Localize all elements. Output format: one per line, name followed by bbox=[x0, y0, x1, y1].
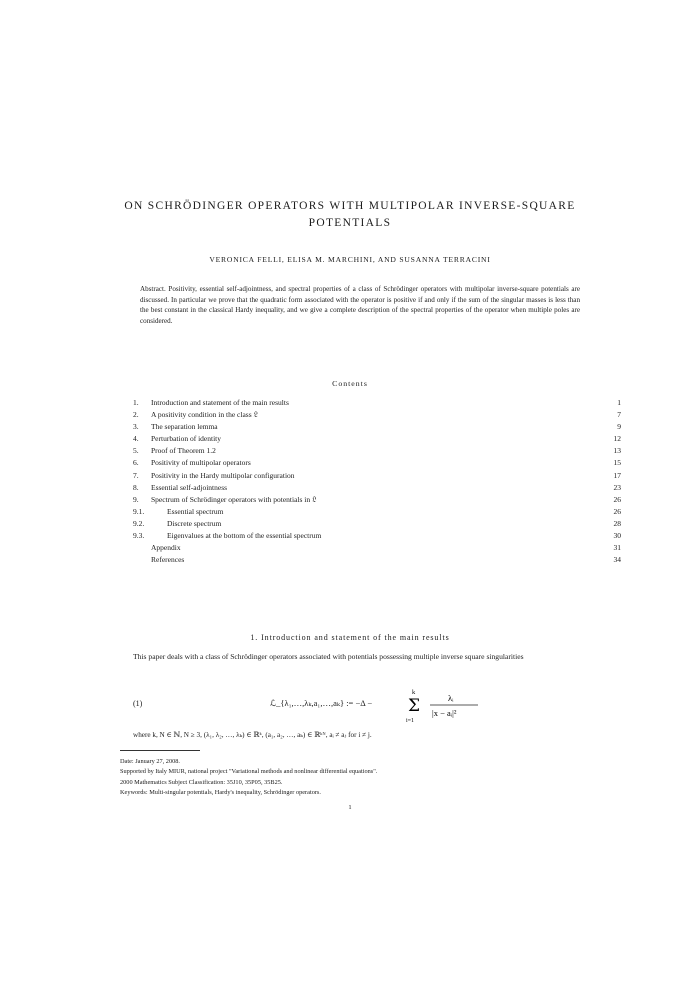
toc-entry-title: Positivity of multipolar operators bbox=[151, 458, 251, 468]
toc-entry-number: 7. bbox=[133, 470, 139, 480]
paper-title bbox=[110, 198, 590, 232]
toc-entry[interactable] bbox=[133, 457, 621, 469]
toc-entry-number: 9.2. bbox=[133, 518, 145, 528]
equation-conditions: where k, N ∈ ℕ, N ≥ 3, (λ₁, λ₂, …, λₖ) ∈ ℝᵏ, (a₁, a₂, …, aₖ) ∈ ℝᵏᴺ, aᵢ ≠ aⱼ for i ≠ j. bbox=[133, 731, 372, 739]
toc-entry-page: 26 bbox=[613, 494, 621, 504]
toc-entry-page: 9 bbox=[617, 422, 621, 432]
toc-entry-title: Appendix bbox=[151, 543, 181, 553]
toc-entry-title: Spectrum of Schrödinger operators with potentials in 𝔏 bbox=[151, 494, 317, 504]
toc-entry-title: Perturbation of identity bbox=[151, 434, 221, 444]
sum-lower-limit: i=1 bbox=[406, 718, 415, 724]
toc-entry[interactable] bbox=[133, 409, 621, 421]
table-of-contents bbox=[133, 397, 621, 566]
toc-entry[interactable] bbox=[133, 506, 621, 518]
equation-label: (1) bbox=[133, 699, 143, 708]
page-number: 1 bbox=[348, 804, 352, 811]
toc-entry-page: 12 bbox=[613, 434, 621, 444]
fraction-numerator: λᵢ bbox=[448, 693, 454, 703]
footnote-line: Date: January 27, 2008. bbox=[120, 758, 180, 765]
toc-entry-page: 31 bbox=[613, 543, 621, 553]
footnote-divider bbox=[120, 750, 200, 751]
fraction-denominator: |x − aᵢ|² bbox=[432, 708, 457, 718]
contents-heading: Contents bbox=[332, 379, 368, 388]
equation-sum-fraction bbox=[406, 686, 496, 726]
footnote-line: Keywords: Multi-singular potentials, Hardy's inequality, Schrödinger operators. bbox=[120, 788, 321, 796]
footnotes bbox=[120, 757, 610, 798]
toc-entry-page: 1 bbox=[617, 398, 621, 407]
toc-entry-title: Eigenvalues at the bottom of the essential spectrum bbox=[167, 531, 322, 541]
toc-entry[interactable] bbox=[133, 542, 621, 554]
toc-entry-number: 9.3. bbox=[133, 531, 145, 541]
toc-entry-page: 34 bbox=[613, 555, 621, 565]
toc-entry-number: 4. bbox=[133, 434, 139, 444]
toc-entry-page: 23 bbox=[613, 482, 621, 492]
toc-entry-number: 9. bbox=[133, 494, 139, 504]
toc-entry-number: 8. bbox=[133, 482, 139, 492]
toc-entry-title: Proof of Theorem 1.2 bbox=[151, 446, 216, 456]
toc-entry-title: The separation lemma bbox=[151, 422, 218, 432]
toc-entry-number: 6. bbox=[133, 458, 139, 468]
toc-entry[interactable] bbox=[133, 445, 621, 457]
toc-entry-title: Introduction and statement of the main results bbox=[151, 398, 289, 407]
toc-entry[interactable] bbox=[133, 421, 621, 433]
toc-entry-page: 15 bbox=[613, 458, 621, 468]
toc-entry-number: 9.1. bbox=[133, 506, 145, 516]
title-line-1: ON SCHRÖDINGER OPERATORS WITH MULTIPOLAR INVERSE-SQUARE bbox=[124, 200, 576, 212]
abstract: Abstract. Positivity, essential self-adjointness, and spectral properties of a class of Schrödinger operators with multipolar inverse-square potentials are discussed. In particular we prove that the quadratic form associated with the operator is positive if and only if the sum of the singular masses is less than the best constant in the classical Hardy inequality, and we give a complete description of the spectral properties of the operator when multiple poles are considered. bbox=[140, 285, 580, 325]
toc-entry[interactable] bbox=[133, 530, 621, 542]
toc-entry-number: 1. bbox=[133, 398, 139, 407]
toc-entry-number bbox=[133, 542, 151, 554]
footnote-line: 2000 Mathematics Subject Classification: 35J10, 35P05, 35B25. bbox=[120, 778, 283, 786]
toc-entry-page: 7 bbox=[617, 410, 621, 420]
toc-entry[interactable] bbox=[133, 482, 621, 494]
sum-upper-limit: k bbox=[412, 689, 416, 696]
toc-entry-number: 3. bbox=[133, 422, 139, 432]
toc-entry[interactable] bbox=[133, 494, 621, 506]
toc-entry[interactable] bbox=[133, 397, 621, 409]
intro-paragraph: This paper deals with a class of Schrödinger operators associated with potentials possessing multiple inverse square singularities bbox=[133, 652, 524, 661]
toc-entry-title: A positivity condition in the class 𝔏 bbox=[151, 410, 258, 420]
toc-entry[interactable] bbox=[133, 470, 621, 482]
toc-entry-page: 26 bbox=[613, 506, 621, 516]
sum-sign: Σ bbox=[408, 696, 421, 716]
toc-entry-number: 2. bbox=[133, 410, 139, 420]
toc-entry-number bbox=[133, 554, 151, 566]
toc-entry-page: 30 bbox=[613, 531, 621, 541]
toc-entry-title: Discrete spectrum bbox=[167, 518, 222, 528]
toc-entry-title: References bbox=[151, 555, 185, 565]
footnote-line: Supported by Italy MIUR, national project "Variational methods and nonlinear differential equations". bbox=[120, 768, 378, 776]
toc-entry-page: 17 bbox=[613, 470, 621, 480]
equation bbox=[270, 686, 550, 726]
toc-entry-title: Essential spectrum bbox=[167, 506, 224, 516]
toc-entry[interactable] bbox=[133, 518, 621, 530]
toc-entry[interactable] bbox=[133, 554, 621, 566]
toc-entry[interactable] bbox=[133, 433, 621, 445]
authors: VERONICA FELLI, ELISA M. MARCHINI, AND SUSANNA TERRACINI bbox=[209, 255, 491, 264]
toc-entry-page: 13 bbox=[613, 446, 621, 456]
toc-entry-number: 5. bbox=[133, 446, 139, 456]
section-1-heading: 1. Introduction and statement of the main results bbox=[250, 633, 450, 642]
toc-entry-page: 28 bbox=[613, 518, 621, 528]
toc-entry-title: Positivity in the Hardy multipolar configuration bbox=[151, 470, 295, 480]
title-line-2: POTENTIALS bbox=[308, 217, 392, 229]
equation-lhs: ℒ_{λ₁,…,λₖ,a₁,…,aₖ} := −Δ − bbox=[270, 698, 373, 708]
toc-entry-title: Essential self-adjointness bbox=[151, 482, 228, 492]
